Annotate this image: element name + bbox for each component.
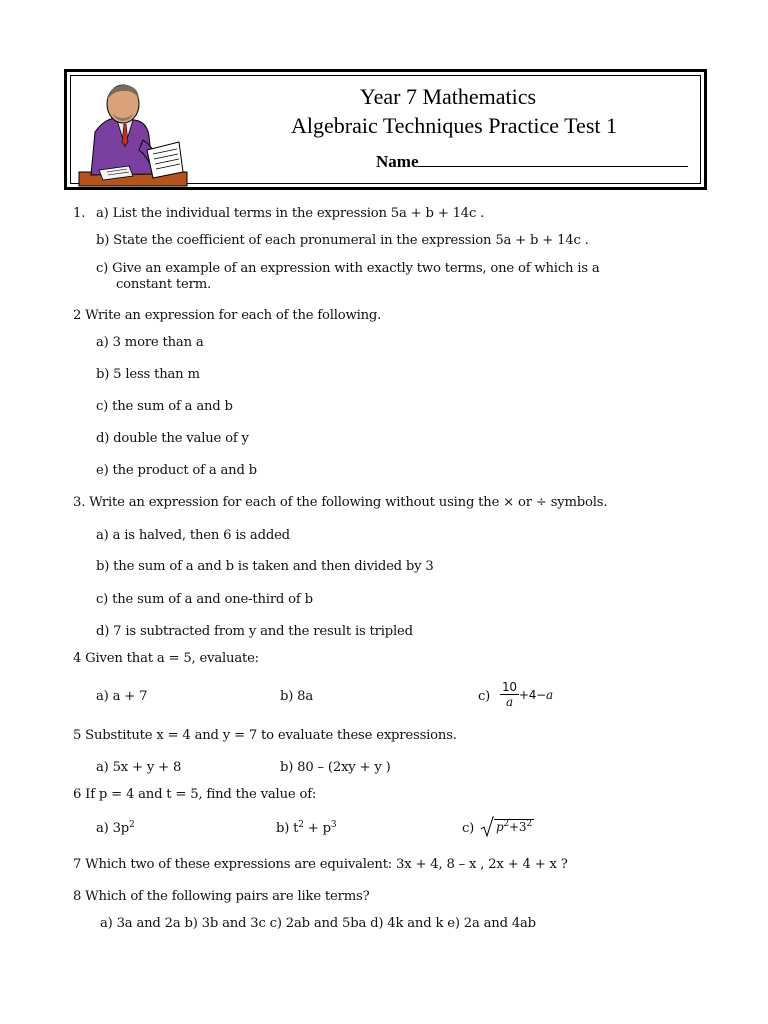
q6-radicand-exp2: 2 (526, 819, 532, 829)
q4-fraction-numerator: 10 (502, 680, 517, 694)
q6-part-c-radical (480, 816, 534, 838)
q1-part-c-line1: c) Give an example of an expression with exactly two terms, one of which is a (96, 261, 600, 276)
q1-part-c-line2: constant term. (116, 277, 212, 292)
q4-part-c-expression (500, 680, 553, 710)
q2-part-a: a) 3 more than a (96, 335, 204, 350)
q3-part-c: c) the sum of a and one-third of b (96, 592, 313, 607)
name-field[interactable] (376, 152, 688, 172)
q6-b-base: b) t (276, 821, 299, 836)
q6-radicand-exp1: 2 (503, 819, 510, 829)
q5-part-a: a) 5x + y + 8 (96, 760, 182, 775)
q2-part-e: e) the product of a and b (96, 463, 257, 478)
name-label: Name (376, 152, 419, 171)
q1-number: 1. (73, 206, 86, 221)
q5-stem: 5 Substitute x = 4 and y = 7 to evaluate these expressions. (73, 728, 457, 743)
q6-radicand (494, 819, 534, 834)
q6-radicand-plus3: +3 (509, 820, 527, 834)
q2-part-c: c) the sum of a and b (96, 399, 233, 414)
q2-part-d: d) double the value of y (96, 431, 249, 446)
q4-fraction (500, 680, 519, 710)
q5-part-b: b) 80 – (2xy + y ) (280, 760, 391, 775)
q6-radicand-p: p (496, 820, 504, 834)
title-year7-mathematics: Year 7 Mathematics (359, 84, 537, 109)
q4-stem: 4 Given that a = 5, evaluate: (73, 651, 259, 666)
q1-part-b: b) State the coefficient of each pronumeral in the expression 5a + b + 14c . (96, 233, 589, 248)
q6-a-base: a) 3p (96, 821, 130, 836)
q4-part-c-label: c) (478, 689, 491, 704)
q7-text: 7 Which two of these expressions are equivalent: 3x + 4, 8 – x , 2x + 4 + x ? (73, 857, 568, 872)
q4-part-a: a) a + 7 (96, 689, 148, 704)
q4-var-a: a (546, 687, 553, 702)
q3-part-d: d) 7 is subtracted from y and the result is tripled (96, 624, 413, 639)
q2-part-b: b) 5 less than m (96, 367, 200, 382)
q6-a-exponent: 2 (129, 820, 135, 830)
q8-stem: 8 Which of the following pairs are like terms? (73, 889, 370, 904)
q6-stem: 6 If p = 4 and t = 5, find the value of: (73, 787, 317, 802)
q3-stem: 3. Write an expression for each of the following without using the × or ÷ symbols. (73, 495, 608, 510)
q6-b-exponent2: 3 (330, 820, 337, 830)
q4-part-b: b) 8a (280, 689, 314, 704)
q8-options: a) 3a and 2a b) 3b and 3c c) 2ab and 5ba d) 4k and k e) 2a and 4ab (100, 916, 536, 931)
title-practice-test: Algebraic Techniques Practice Test 1 (291, 113, 617, 138)
q6-part-c-label: c) (462, 821, 475, 836)
q6-part-b (276, 821, 336, 836)
square-root-sign-icon (480, 816, 494, 838)
q4-fraction-denominator: a (505, 695, 513, 710)
q1-part-a: a) List the individual terms in the expression 5a + b + 14c . (96, 206, 485, 221)
q6-b-mid: + p (303, 821, 331, 836)
q4-plus-four-minus: +4− (518, 687, 547, 702)
q6-part-a (96, 821, 135, 836)
q6-b-exponent1: 2 (298, 820, 304, 830)
q2-stem: 2 Write an expression for each of the following. (73, 308, 382, 323)
q3-part-a: a) a is halved, then 6 is added (96, 528, 290, 543)
name-blank-line[interactable] (418, 152, 688, 167)
q3-part-b: b) the sum of a and b is taken and then divided by 3 (96, 559, 434, 574)
